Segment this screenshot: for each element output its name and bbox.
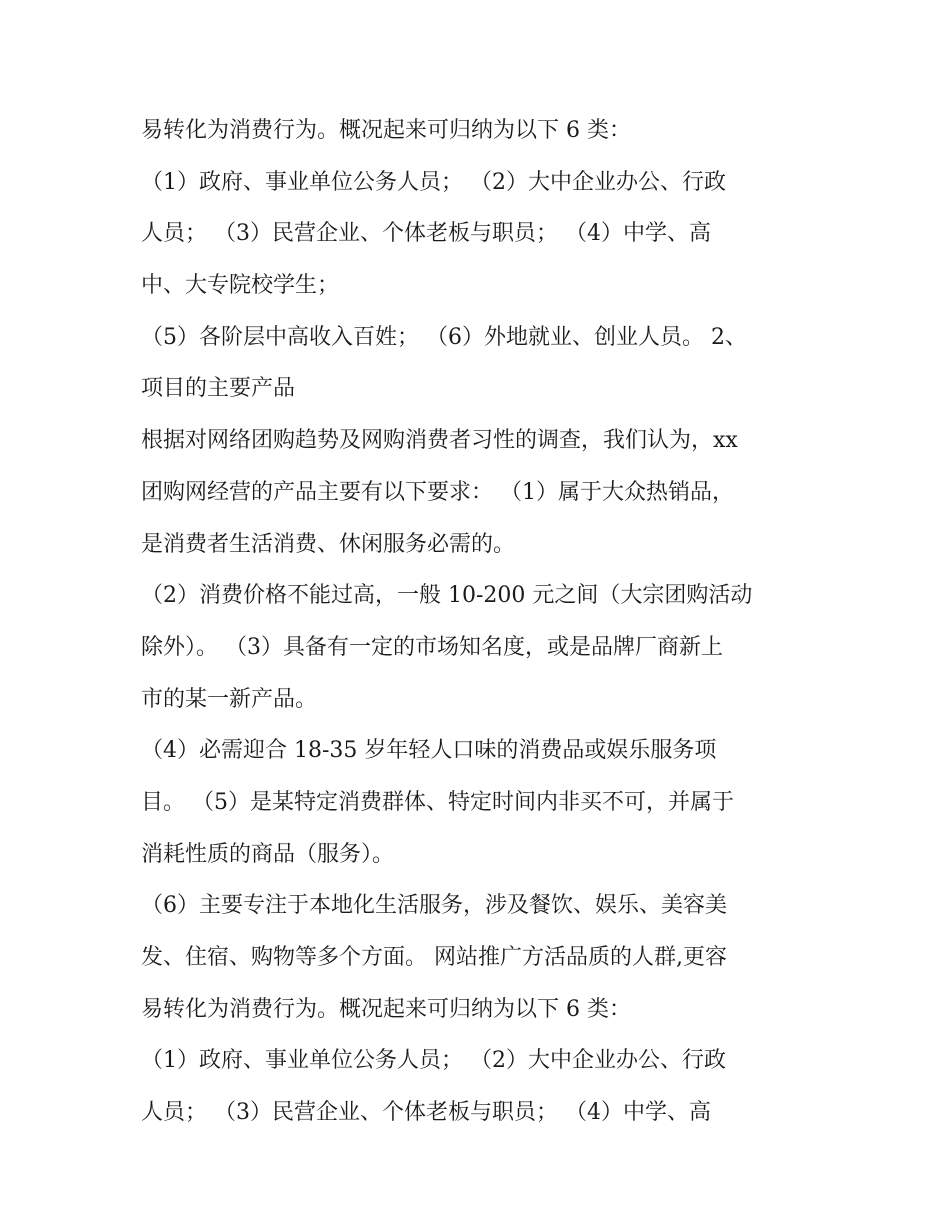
text-line: 除外）。 （3）具备有一定的市场知名度，或是品牌厂商新上 [141, 634, 723, 660]
text-line: （6）主要专注于本地化生活服务，涉及餐饮、娱乐、美容美 [141, 893, 727, 919]
text-line: 人员； （3）民营企业、个体老板与职员； （4）中学、高 [141, 1100, 711, 1126]
text-line: 易转化为消费行为。概况起来可归纳为以下 6 类： [141, 996, 631, 1022]
text-line: 人员； （3）民营企业、个体老板与职员； （4）中学、高 [141, 221, 711, 247]
text-line: 发、住宿、购物等多个方面。 网站推广方活品质的人群,更容 [141, 945, 727, 970]
text-line: 团购网经营的产品主要有以下要求： （1）属于大众热销品， [141, 479, 734, 505]
text-line: 易转化为消费行为。概况起来可归纳为以下 6 类： [141, 118, 631, 143]
text-line: （1）政府、事业单位公务人员； （2）大中企业办公、行政 [141, 1048, 726, 1074]
text-line: 目。 （5）是某特定消费群体、特定时间内非买不可，并属于 [141, 789, 734, 815]
text-line: 中、大专院校学生； [141, 273, 340, 299]
text-line: 是消费者生活消费、休闲服务必需的。 [141, 531, 516, 557]
text-line: （5）各阶层中高收入百姓； （6）外地就业、创业人员。 2、 [141, 324, 747, 350]
text-line: （2）消费价格不能过高，一般 10-200 元之间（大宗团购活动 [141, 583, 753, 609]
text-line: 消耗性质的商品（服务）。 [141, 841, 395, 867]
text-line: 根据对网络团购趋势及网购消费者习性的调查，我们认为，xx [141, 428, 738, 454]
text-line: （1）政府、事业单位公务人员； （2）大中企业办公、行政 [141, 169, 726, 195]
text-line: （4）必需迎合 18-35 岁年轻人口味的消费品或娱乐服务项 [141, 738, 717, 764]
document-body [141, 105, 821, 1139]
text-line: 市的某一新产品。 [141, 686, 318, 712]
text-line: 项目的主要产品 [141, 376, 296, 402]
